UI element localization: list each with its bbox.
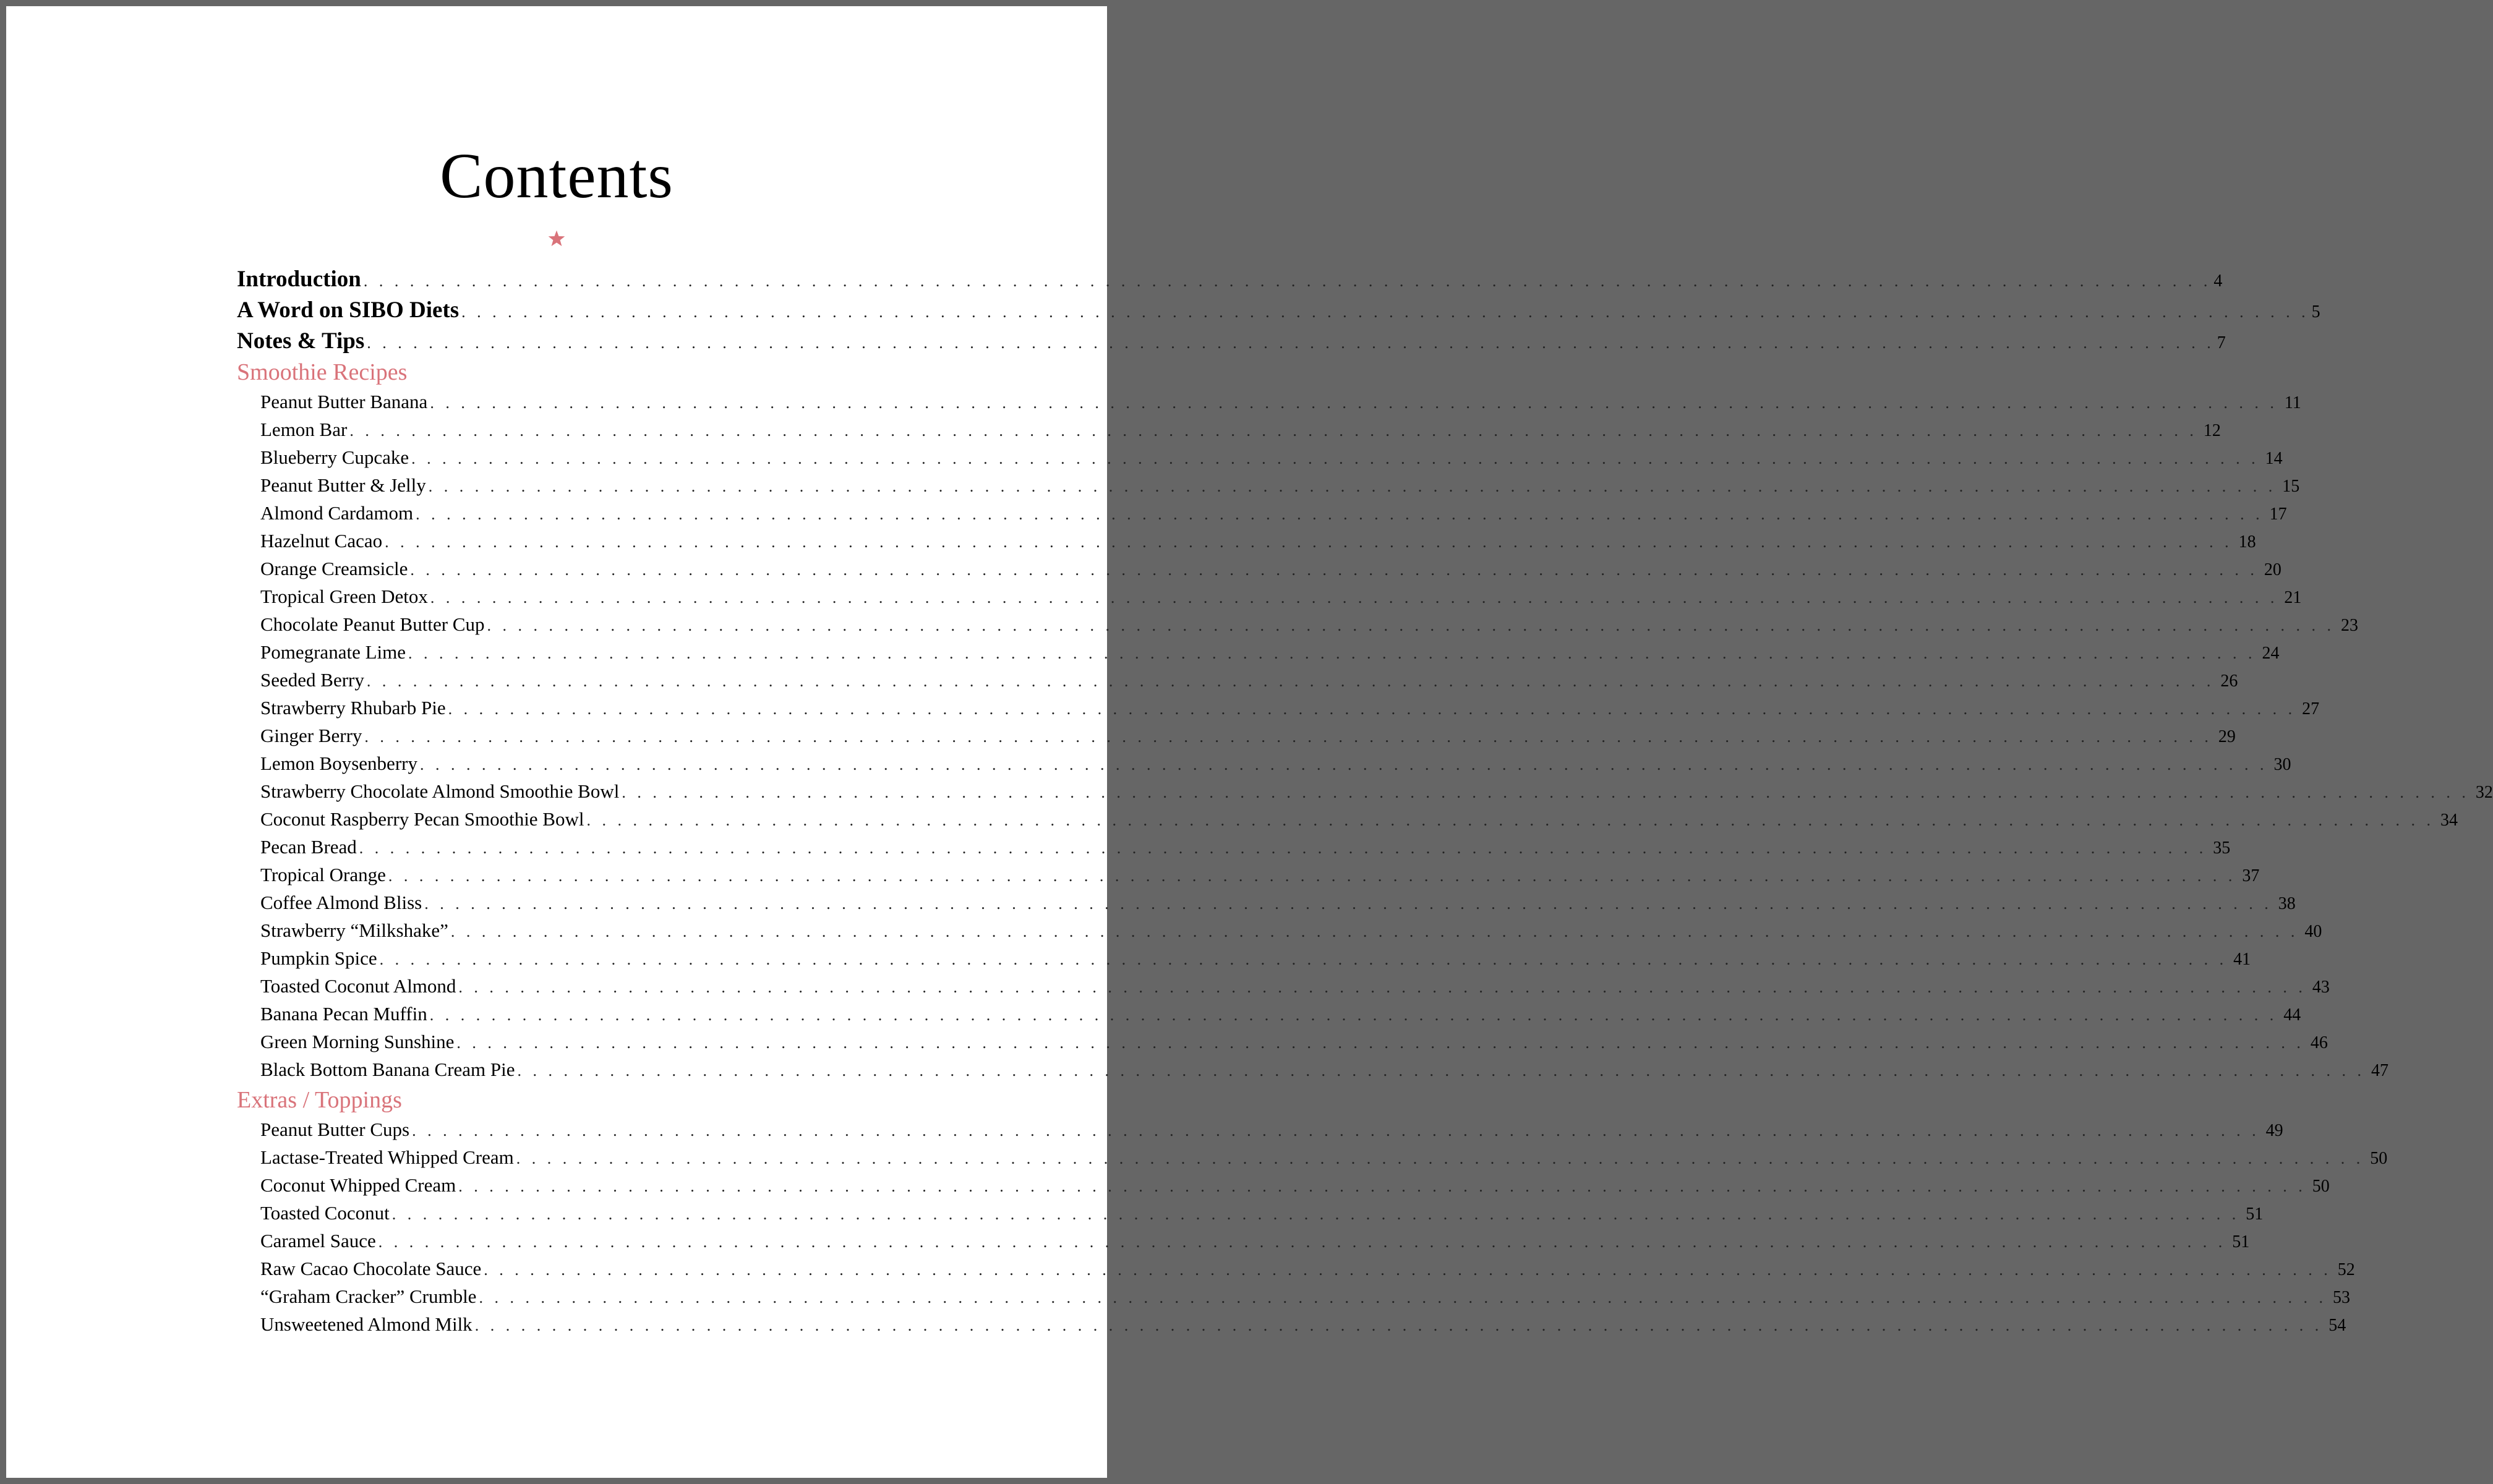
toc-entry[interactable] — [237, 1115, 2283, 1143]
dot-leader: . . . . . . . . . . . . . . . . . . . . . . . . . . . . . . . . . . . . . . . . . . . . . . . . . . . . . . . . . . . . . . . . . . . . . . . . . . . . . . . . . . . . . . . . . . . . . . . . . . . . . . . . . . . . . . . . . . . . . . . . — [487, 616, 2335, 634]
page-number: 38 — [2278, 894, 2296, 913]
page-number: 44 — [2283, 1005, 2301, 1025]
entry-title: Strawberry Chocolate Almond Smoothie Bowl — [260, 780, 620, 802]
entry-title: Coconut Whipped Cream — [260, 1174, 456, 1196]
entry-title: Almond Cardamom — [260, 502, 414, 524]
entry-title: Lemon Bar — [260, 419, 348, 440]
page-number: 54 — [2328, 1316, 2346, 1335]
dot-leader: . . . . . . . . . . . . . . . . . . . . . . . . . . . . . . . . . . . . . . . . . . . . . . . . . . . . . . . . . . . . . . . . . . . . . . . . . . . . . . . . . . . . . . . . . . . . . . . . . . . . . . . . . . . . . . . . . . . . . . . . — [517, 1062, 2366, 1080]
toc-entry[interactable] — [237, 805, 2458, 833]
page-number: 5 — [2311, 302, 2320, 322]
page-number: 32 — [2475, 783, 2493, 802]
page-number: 46 — [2310, 1033, 2328, 1052]
toc-entry[interactable] — [237, 1310, 2346, 1338]
toc-entry[interactable] — [237, 1143, 2388, 1171]
toc-entry[interactable] — [237, 861, 2260, 889]
toc-entry[interactable] — [237, 443, 2283, 471]
dot-leader: . . . . . . . . . . . . . . . . . . . . . . . . . . . . . . . . . . . . . . . . . . . . . . . . . . . . . . . . . . . . . . . . . . . . . . . . . . . . . . . . . . . . . . . . . . . . . . . . . . . . . . . . . . . . . . . . . . . . . . . . — [456, 1034, 2304, 1052]
dot-leader: . . . . . . . . . . . . . . . . . . . . . . . . . . . . . . . . . . . . . . . . . . . . . . . . . . . . . . . . . . . . . . . . . . . . . . . . . . . . . . . . . . . . . . . . . . . . . . . . . . . . . . . . . . . . . . . . . . . . . . . . — [412, 1122, 2260, 1140]
page-number: 12 — [2203, 421, 2221, 440]
dot-leader: . . . . . . . . . . . . . . . . . . . . . . . . . . . . . . . . . . . . . . . . . . . . . . . . . . . . . . . . . . . . . . . . . . . . . . . . . . . . . . . . . . . . . . . . . . . . . . . . . . . . . . . . . . . . . . . . . . . . . . . . — [430, 394, 2278, 412]
entry-title: Green Morning Sunshine — [260, 1031, 455, 1052]
dot-leader: . . . . . . . . . . . . . . . . . . . . . . . . . . . . . . . . . . . . . . . . . . . . . . . . . . . . . . . . . . . . . . . . . . . . . . . . . . . . . . . . . . . . . . . . . . . . . . . . . . . . . . . . . . . . . . . . . . . . . . . . — [428, 477, 2277, 495]
entry-title: Blueberry Cupcake — [260, 446, 409, 468]
toc-entry[interactable] — [237, 1055, 2389, 1083]
page-number: 50 — [2312, 1177, 2330, 1196]
dot-leader: . . . . . . . . . . . . . . . . . . . . . . . . . . . . . . . . . . . . . . . . . . . . . . . . . . . . . . . . . . . . . . . . . . . . . . . . . . . . . . . . . . . . . . . . . . . . . . . . . . . . . . . . . . . . . . . . . . . . . . . . — [516, 1149, 2364, 1167]
page-number: 52 — [2337, 1260, 2355, 1279]
dot-leader: . . . . . . . . . . . . . . . . . . . . . . . . . . . . . . . . . . . . . . . . . . . . . . . . . . . . . . . . . . . . . . . . . . . . . . . . . . . . . . . . . . . . . . . . . . . . . . . . . . . . . . . . . . . . . . . . . . . . . . . . — [479, 1289, 2327, 1307]
entry-title: Tropical Orange — [260, 864, 386, 885]
dot-leader: . . . . . . . . . . . . . . . . . . . . . . . . . . . . . . . . . . . . . . . . . . . . . . . . . . . . . . . . . . . . . . . . . . . . . . . . . . . . . . . . . . . . . . . . . . . . . . . . . . . . . . . . . . . . . . . . . . . . . . . . — [416, 505, 2264, 523]
page-number: 11 — [2284, 393, 2301, 412]
page-number: 17 — [2269, 505, 2287, 524]
star-icon — [547, 229, 567, 249]
page-number: 37 — [2242, 866, 2260, 885]
toc-entry[interactable] — [237, 638, 2280, 666]
page-number: 43 — [2312, 978, 2330, 997]
dot-leader: . . . . . . . . . . . . . . . . . . . . . . . . . . . . . . . . . . . . . . . . . . . . . . . . . . . . . . . . . . . . . . . . . . . . . . . . . . . . . . . . . . . . . . . . . . . . . . . . . . . . . . . . . . . . . . . . . . . . . . . . — [419, 756, 2268, 774]
dot-leader: . . . . . . . . . . . . . . . . . . . . . . . . . . . . . . . . . . . . . . . . . . . . . . . . . . . . . . . . . . . . . . . . . . . . . . . . . . . . . . . . . . . . . . . . . . . . . . . . . . . . . . . . . . . . . . . . . . . . . . . . — [363, 272, 2212, 290]
page-title: Contents — [440, 140, 673, 211]
toc-entry[interactable] — [237, 722, 2236, 749]
entry-title: A Word on SIBO Diets — [237, 297, 460, 323]
dot-leader: . . . . . . . . . . . . . . . . . . . . . . . . . . . . . . . . . . . . . . . . . . . . . . . . . . . . . . . . . . . . . . . . . . . . . . . . . . . . . . . . . . . . . . . . . . . . . . . . . . . . . . . . . . . . . . . . . . . . . . . . — [408, 644, 2256, 662]
entry-title: Pecan Bread — [260, 836, 357, 858]
entry-title: Toasted Coconut Almond — [260, 975, 456, 997]
dot-leader: . . . . . . . . . . . . . . . . . . . . . . . . . . . . . . . . . . . . . . . . . . . . . . . . . . . . . . . . . . . . . . . . . . . . . . . . . . . . . . . . . . . . . . . . . . . . . . . . . . . . . . . . . . . . . . . . . . . . . . . . — [424, 895, 2272, 913]
entry-title: Black Bottom Banana Cream Pie — [260, 1059, 515, 1080]
dot-leader: . . . . . . . . . . . . . . . . . . . . . . . . . . . . . . . . . . . . . . . . . . . . . . . . . . . . . . . . . . . . . . . . . . . . . . . . . . . . . . . . . . . . . . . . . . . . . . . . . . . . . . . . . . . . . . . . . . . . . . . . — [388, 867, 2236, 885]
entry-title: Orange Creamsicle — [260, 558, 408, 579]
entry-title: Lactase-Treated Whipped Cream — [260, 1146, 514, 1168]
page-number: 49 — [2265, 1121, 2283, 1140]
entry-title: Unsweetened Almond Milk — [260, 1313, 473, 1335]
toc-entry[interactable] — [237, 610, 2358, 638]
toc-entry[interactable] — [237, 749, 2291, 777]
dot-leader: . . . . . . . . . . . . . . . . . . . . . . . . . . . . . . . . . . . . . . . . . . . . . . . . . . . . . . . . . . . . . . . . . . . . . . . . . . . . . . . . . . . . . . . . . . . . . . . . . . . . . . . . . . . . . . . . . . . . . . . . — [586, 811, 2434, 829]
toc-entry[interactable] — [237, 944, 2251, 972]
entry-title: Introduction — [237, 267, 361, 292]
entry-title: Peanut Butter & Jelly — [260, 474, 426, 496]
page-number: 27 — [2302, 699, 2320, 719]
entry-title: Peanut Butter Banana — [260, 391, 428, 412]
dot-leader: . . . . . . . . . . . . . . . . . . . . . . . . . . . . . . . . . . . . . . . . . . . . . . . . . . . . . . . . . . . . . . . . . . . . . . . . . . . . . . . . . . . . . . . . . . . . . . . . . . . . . . . . . . . . . . . . . . . . . . . . — [366, 672, 2215, 690]
toc-entry[interactable] — [237, 1171, 2330, 1199]
entry-title: Toasted Coconut — [260, 1202, 390, 1224]
entry-title: Coconut Raspberry Pecan Smoothie Bowl — [260, 808, 584, 830]
toc-entry[interactable] — [237, 499, 2287, 527]
section-heading: Smoothie Recipes — [237, 359, 408, 385]
dot-leader: . . . . . . . . . . . . . . . . . . . . . . . . . . . . . . . . . . . . . . . . . . . . . . . . . . . . . . . . . . . . . . . . . . . . . . . . . . . . . . . . . . . . . . . . . . . . . . . . . . . . . . . . . . . . . . . . . . . . . . . . — [385, 533, 2233, 551]
toc-entry-top[interactable] — [237, 326, 2226, 357]
entry-title: Lemon Boysenberry — [260, 753, 417, 774]
entry-title: Strawberry Rhubarb Pie — [260, 697, 446, 719]
page-number: 41 — [2233, 950, 2251, 969]
toc-entry[interactable] — [237, 1227, 2250, 1255]
dot-leader: . . . . . . . . . . . . . . . . . . . . . . . . . . . . . . . . . . . . . . . . . . . . . . . . . . . . . . . . . . . . . . . . . . . . . . . . . . . . . . . . . . . . . . . . . . . . . . . . . . . . . . . . . . . . . . . . . . . . . . . . — [391, 1205, 2240, 1223]
page-number: 40 — [2304, 922, 2322, 941]
page-number: 34 — [2440, 811, 2458, 830]
dot-leader: . . . . . . . . . . . . . . . . . . . . . . . . . . . . . . . . . . . . . . . . . . . . . . . . . . . . . . . . . . . . . . . . . . . . . . . . . . . . . . . . . . . . . . . . . . . . . . . . . . . . . . . . . . . . . . . . . . . . . . . . — [461, 303, 2309, 321]
toc-entry[interactable] — [237, 388, 2301, 416]
table-of-contents — [237, 264, 2493, 1338]
toc-entry[interactable] — [237, 582, 2302, 610]
entry-title: Hazelnut Cacao — [260, 530, 383, 552]
entry-title: Chocolate Peanut Butter Cup — [260, 613, 485, 635]
entry-title: Banana Pecan Muffin — [260, 1003, 427, 1025]
page-number: 14 — [2265, 449, 2283, 468]
page-number: 51 — [2232, 1232, 2250, 1252]
page-number: 29 — [2218, 727, 2236, 746]
toc-entry[interactable] — [237, 1282, 2350, 1310]
entry-title: Caramel Sauce — [260, 1230, 376, 1252]
entry-title: Pumpkin Spice — [260, 947, 377, 969]
toc-entry[interactable] — [237, 527, 2256, 555]
entry-title: Pomegranate Lime — [260, 641, 406, 663]
page-number: 47 — [2371, 1061, 2389, 1080]
dot-leader: . . . . . . . . . . . . . . . . . . . . . . . . . . . . . . . . . . . . . . . . . . . . . . . . . . . . . . . . . . . . . . . . . . . . . . . . . . . . . . . . . . . . . . . . . . . . . . . . . . . . . . . . . . . . . . . . . . . . . . . . — [622, 783, 2469, 801]
page-number: 24 — [2262, 644, 2280, 663]
dot-leader: . . . . . . . . . . . . . . . . . . . . . . . . . . . . . . . . . . . . . . . . . . . . . . . . . . . . . . . . . . . . . . . . . . . . . . . . . . . . . . . . . . . . . . . . . . . . . . . . . . . . . . . . . . . . . . . . . . . . . . . . — [484, 1261, 2332, 1279]
dot-leader: . . . . . . . . . . . . . . . . . . . . . . . . . . . . . . . . . . . . . . . . . . . . . . . . . . . . . . . . . . . . . . . . . . . . . . . . . . . . . . . . . . . . . . . . . . . . . . . . . . . . . . . . . . . . . . . . . . . . . . . . — [448, 700, 2296, 718]
entry-title: Ginger Berry — [260, 725, 362, 746]
entry-title: Strawberry “Milkshake” — [260, 919, 448, 941]
toc-entry[interactable] — [237, 972, 2330, 1000]
dot-leader: . . . . . . . . . . . . . . . . . . . . . . . . . . . . . . . . . . . . . . . . . . . . . . . . . . . . . . . . . . . . . . . . . . . . . . . . . . . . . . . . . . . . . . . . . . . . . . . . . . . . . . . . . . . . . . . . . . . . . . . . — [458, 978, 2306, 996]
page-number: 7 — [2217, 333, 2226, 352]
dot-leader: . . . . . . . . . . . . . . . . . . . . . . . . . . . . . . . . . . . . . . . . . . . . . . . . . . . . . . . . . . . . . . . . . . . . . . . . . . . . . . . . . . . . . . . . . . . . . . . . . . . . . . . . . . . . . . . . . . . . . . . . — [410, 561, 2258, 579]
dot-leader: . . . . . . . . . . . . . . . . . . . . . . . . . . . . . . . . . . . . . . . . . . . . . . . . . . . . . . . . . . . . . . . . . . . . . . . . . . . . . . . . . . . . . . . . . . . . . . . . . . . . . . . . . . . . . . . . . . . . . . . . — [430, 589, 2278, 607]
toc-entry[interactable] — [237, 471, 2300, 499]
entry-title: “Graham Cracker” Crumble — [260, 1286, 477, 1307]
toc-entry[interactable] — [237, 555, 2281, 582]
page-number: 53 — [2332, 1288, 2350, 1307]
page-number: 50 — [2370, 1149, 2388, 1168]
entry-title: Raw Cacao Chocolate Sauce — [260, 1258, 482, 1279]
toc-entry[interactable] — [237, 889, 2296, 916]
toc-entry-top[interactable] — [237, 295, 2320, 326]
entry-title: Peanut Butter Cups — [260, 1119, 410, 1140]
toc-entry[interactable] — [237, 833, 2231, 861]
toc-entry[interactable] — [237, 666, 2238, 694]
dot-leader: . . . . . . . . . . . . . . . . . . . . . . . . . . . . . . . . . . . . . . . . . . . . . . . . . . . . . . . . . . . . . . . . . . . . . . . . . . . . . . . . . . . . . . . . . . . . . . . . . . . . . . . . . . . . . . . . . . . . . . . . — [458, 1177, 2306, 1195]
dot-leader: . . . . . . . . . . . . . . . . . . . . . . . . . . . . . . . . . . . . . . . . . . . . . . . . . . . . . . . . . . . . . . . . . . . . . . . . . . . . . . . . . . . . . . . . . . . . . . . . . . . . . . . . . . . . . . . . . . . . . . . . — [367, 334, 2215, 352]
section-heading: Extras / Toppings — [237, 1087, 402, 1113]
toc-entry[interactable] — [237, 1255, 2355, 1282]
page-number: 26 — [2220, 672, 2238, 691]
toc-entry[interactable] — [237, 1199, 2264, 1227]
toc-entry[interactable] — [237, 694, 2320, 722]
toc-entry[interactable] — [237, 777, 2493, 805]
entry-title: Coffee Almond Bliss — [260, 892, 422, 913]
dot-leader: . . . . . . . . . . . . . . . . . . . . . . . . . . . . . . . . . . . . . . . . . . . . . . . . . . . . . . . . . . . . . . . . . . . . . . . . . . . . . . . . . . . . . . . . . . . . . . . . . . . . . . . . . . . . . . . . . . . . . . . . — [378, 1233, 2226, 1251]
toc-entry-top[interactable] — [237, 264, 2223, 295]
dot-leader: . . . . . . . . . . . . . . . . . . . . . . . . . . . . . . . . . . . . . . . . . . . . . . . . . . . . . . . . . . . . . . . . . . . . . . . . . . . . . . . . . . . . . . . . . . . . . . . . . . . . . . . . . . . . . . . . . . . . . . . . — [429, 1006, 2278, 1024]
dot-leader: . . . . . . . . . . . . . . . . . . . . . . . . . . . . . . . . . . . . . . . . . . . . . . . . . . . . . . . . . . . . . . . . . . . . . . . . . . . . . . . . . . . . . . . . . . . . . . . . . . . . . . . . . . . . . . . . . . . . . . . . — [349, 422, 2197, 440]
page-number: 30 — [2273, 755, 2291, 774]
page-number: 15 — [2282, 477, 2300, 496]
dot-leader: . . . . . . . . . . . . . . . . . . . . . . . . . . . . . . . . . . . . . . . . . . . . . . . . . . . . . . . . . . . . . . . . . . . . . . . . . . . . . . . . . . . . . . . . . . . . . . . . . . . . . . . . . . . . . . . . . . . . . . . . — [411, 450, 2259, 467]
page-number: 4 — [2213, 271, 2223, 291]
page-number: 18 — [2238, 532, 2256, 552]
toc-entry[interactable] — [237, 416, 2221, 443]
dot-leader: . . . . . . . . . . . . . . . . . . . . . . . . . . . . . . . . . . . . . . . . . . . . . . . . . . . . . . . . . . . . . . . . . . . . . . . . . . . . . . . . . . . . . . . . . . . . . . . . . . . . . . . . . . . . . . . . . . . . . . . . — [364, 728, 2212, 746]
dot-leader: . . . . . . . . . . . . . . . . . . . . . . . . . . . . . . . . . . . . . . . . . . . . . . . . . . . . . . . . . . . . . . . . . . . . . . . . . . . . . . . . . . . . . . . . . . . . . . . . . . . . . . . . . . . . . . . . . . . . . . . . — [359, 839, 2207, 857]
page-number: 20 — [2264, 560, 2281, 579]
page-number: 23 — [2340, 616, 2358, 635]
toc-entry[interactable] — [237, 916, 2322, 944]
toc-entry[interactable] — [237, 1000, 2301, 1028]
dot-leader: . . . . . . . . . . . . . . . . . . . . . . . . . . . . . . . . . . . . . . . . . . . . . . . . . . . . . . . . . . . . . . . . . . . . . . . . . . . . . . . . . . . . . . . . . . . . . . . . . . . . . . . . . . . . . . . . . . . . . . . . — [474, 1316, 2323, 1334]
entry-title: Seeded Berry — [260, 669, 364, 691]
entry-title: Tropical Green Detox — [260, 586, 428, 607]
entry-title: Notes & Tips — [237, 328, 365, 354]
page-number: 21 — [2284, 588, 2302, 607]
dot-leader: . . . . . . . . . . . . . . . . . . . . . . . . . . . . . . . . . . . . . . . . . . . . . . . . . . . . . . . . . . . . . . . . . . . . . . . . . . . . . . . . . . . . . . . . . . . . . . . . . . . . . . . . . . . . . . . . . . . . . . . . — [450, 923, 2299, 940]
page-number: 35 — [2213, 838, 2231, 858]
dot-leader: . . . . . . . . . . . . . . . . . . . . . . . . . . . . . . . . . . . . . . . . . . . . . . . . . . . . . . . . . . . . . . . . . . . . . . . . . . . . . . . . . . . . . . . . . . . . . . . . . . . . . . . . . . . . . . . . . . . . . . . . — [379, 950, 2228, 968]
toc-entry[interactable] — [237, 1028, 2328, 1055]
page-number: 51 — [2246, 1205, 2264, 1224]
